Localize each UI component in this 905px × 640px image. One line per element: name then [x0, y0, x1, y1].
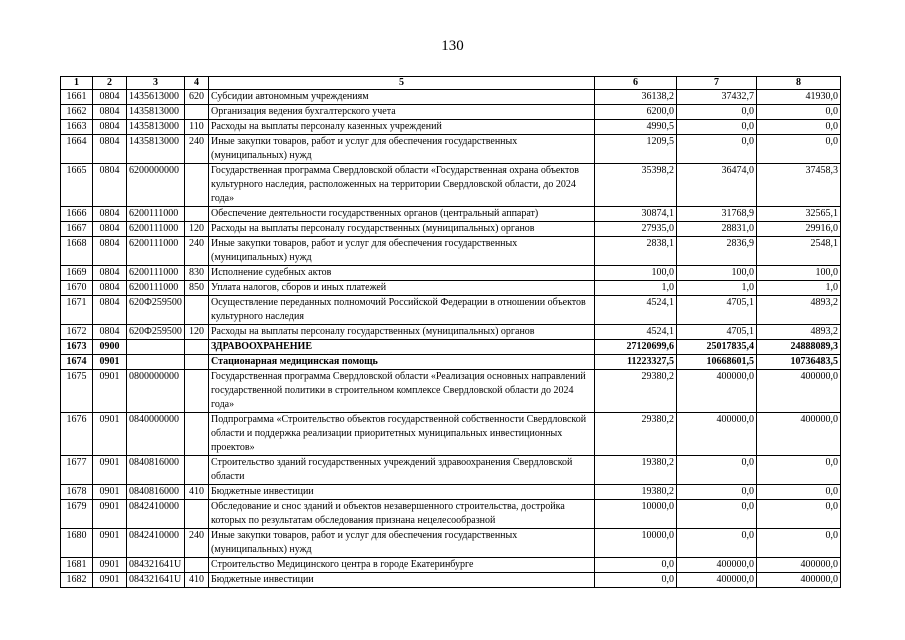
item-name: Иные закупки товаров, работ и услуг для обеспечения государственных (муниципальных) нужд	[209, 135, 595, 164]
table-row	[61, 90, 841, 105]
row-number: 1667	[61, 222, 93, 237]
table-row	[61, 370, 841, 413]
item-name: ЗДРАВООХРАНЕНИЕ	[209, 340, 595, 355]
target-article-code: 6200000000	[127, 164, 185, 207]
amount-year-1: 36138,2	[595, 90, 677, 105]
amount-year-2: 0,0	[677, 456, 757, 485]
amount-year-3: 37458,3	[757, 164, 841, 207]
target-article-code: 620Ф259500	[127, 296, 185, 325]
row-number: 1676	[61, 413, 93, 456]
amount-year-1: 4990,5	[595, 120, 677, 135]
amount-year-1: 19380,2	[595, 485, 677, 500]
table-header-row	[61, 77, 841, 90]
budget-table	[60, 76, 841, 588]
item-name: Уплата налогов, сборов и иных платежей	[209, 281, 595, 296]
table-row	[61, 485, 841, 500]
row-number: 1672	[61, 325, 93, 340]
target-article-code: 1435813000	[127, 120, 185, 135]
table-row	[61, 456, 841, 485]
target-article-code: 6200111000	[127, 222, 185, 237]
expense-type-code: 240	[185, 529, 209, 558]
amount-year-1: 0,0	[595, 558, 677, 573]
target-article-code: 0840816000	[127, 456, 185, 485]
amount-year-3: 41930,0	[757, 90, 841, 105]
header-cell: 5	[209, 77, 595, 90]
target-article-code: 6200111000	[127, 207, 185, 222]
item-name: Организация ведения бухгалтерского учета	[209, 105, 595, 120]
amount-year-1: 29380,2	[595, 413, 677, 456]
row-number: 1663	[61, 120, 93, 135]
section-code: 0804	[93, 237, 127, 266]
amount-year-2: 0,0	[677, 135, 757, 164]
target-article-code: 0842410000	[127, 529, 185, 558]
expense-type-code: 410	[185, 485, 209, 500]
amount-year-1: 6200,0	[595, 105, 677, 120]
row-number: 1671	[61, 296, 93, 325]
row-number: 1664	[61, 135, 93, 164]
table-row	[61, 529, 841, 558]
table-row	[61, 558, 841, 573]
row-number: 1677	[61, 456, 93, 485]
section-code: 0901	[93, 413, 127, 456]
item-name: Государственная программа Свердловской области «Реализация основных направлений государственной политики в строительном комплексе Свердловской области до 2024 года»	[209, 370, 595, 413]
row-number: 1669	[61, 266, 93, 281]
item-name: Строительство зданий государственных учреждений здравоохранения Свердловской области	[209, 456, 595, 485]
row-number: 1679	[61, 500, 93, 529]
amount-year-1: 100,0	[595, 266, 677, 281]
amount-year-2: 0,0	[677, 105, 757, 120]
table-row	[61, 222, 841, 237]
item-name: Расходы на выплаты персоналу казенных учреждений	[209, 120, 595, 135]
amount-year-2: 400000,0	[677, 573, 757, 588]
section-code: 0804	[93, 325, 127, 340]
section-code: 0804	[93, 90, 127, 105]
table-row	[61, 164, 841, 207]
item-name: Стационарная медицинская помощь	[209, 355, 595, 370]
amount-year-2: 400000,0	[677, 413, 757, 456]
row-number: 1673	[61, 340, 93, 355]
row-number: 1675	[61, 370, 93, 413]
item-name: Обследование и снос зданий и объектов незавершенного строительства, достройка которых по результатам обследования признана нецелесообразной	[209, 500, 595, 529]
expense-type-code: 120	[185, 222, 209, 237]
amount-year-2: 4705,1	[677, 296, 757, 325]
expense-type-code	[185, 296, 209, 325]
section-code: 0804	[93, 266, 127, 281]
amount-year-2: 28831,0	[677, 222, 757, 237]
amount-year-3: 4893,2	[757, 296, 841, 325]
amount-year-1: 10000,0	[595, 529, 677, 558]
target-article-code: 6200111000	[127, 281, 185, 296]
target-article-code: 084321641U	[127, 573, 185, 588]
target-article-code: 1435613000	[127, 90, 185, 105]
amount-year-3: 0,0	[757, 105, 841, 120]
amount-year-1: 1209,5	[595, 135, 677, 164]
row-number: 1680	[61, 529, 93, 558]
item-name: Иные закупки товаров, работ и услуг для обеспечения государственных (муниципальных) нужд	[209, 237, 595, 266]
item-name: Осуществление переданных полномочий Российской Федерации в отношении объектов культурного наследия	[209, 296, 595, 325]
amount-year-3: 400000,0	[757, 413, 841, 456]
amount-year-2: 31768,9	[677, 207, 757, 222]
amount-year-3: 32565,1	[757, 207, 841, 222]
amount-year-3: 2548,1	[757, 237, 841, 266]
amount-year-2: 2836,9	[677, 237, 757, 266]
row-number: 1668	[61, 237, 93, 266]
amount-year-3: 0,0	[757, 135, 841, 164]
amount-year-1: 10000,0	[595, 500, 677, 529]
table-row	[61, 281, 841, 296]
amount-year-1: 4524,1	[595, 296, 677, 325]
section-code: 0900	[93, 340, 127, 355]
page-number: 130	[441, 38, 464, 54]
table-row	[61, 573, 841, 588]
table-row	[61, 340, 841, 355]
section-code: 0901	[93, 529, 127, 558]
amount-year-3: 4893,2	[757, 325, 841, 340]
amount-year-3: 24888089,3	[757, 340, 841, 355]
amount-year-2: 25017835,4	[677, 340, 757, 355]
table-row	[61, 325, 841, 340]
amount-year-3: 100,0	[757, 266, 841, 281]
target-article-code: 0840816000	[127, 485, 185, 500]
amount-year-2: 0,0	[677, 500, 757, 529]
item-name: Исполнение судебных актов	[209, 266, 595, 281]
expense-type-code: 830	[185, 266, 209, 281]
section-code: 0901	[93, 573, 127, 588]
amount-year-2: 100,0	[677, 266, 757, 281]
item-name: Бюджетные инвестиции	[209, 485, 595, 500]
item-name: Строительство Медицинского центра в городе Екатеринбурге	[209, 558, 595, 573]
amount-year-2: 36474,0	[677, 164, 757, 207]
amount-year-1: 0,0	[595, 573, 677, 588]
expense-type-code: 850	[185, 281, 209, 296]
target-article-code: 1435813000	[127, 135, 185, 164]
section-code: 0901	[93, 370, 127, 413]
table-row	[61, 296, 841, 325]
amount-year-3: 400000,0	[757, 558, 841, 573]
item-name: Подпрограмма «Строительство объектов государственной собственности Свердловской области и поддержка реализации приоритетных муниципальных инвестиционных проектов»	[209, 413, 595, 456]
section-code: 0804	[93, 120, 127, 135]
amount-year-3: 10736483,5	[757, 355, 841, 370]
row-number: 1678	[61, 485, 93, 500]
target-article-code: 6200111000	[127, 266, 185, 281]
amount-year-2: 4705,1	[677, 325, 757, 340]
amount-year-1: 11223327,5	[595, 355, 677, 370]
section-code: 0804	[93, 164, 127, 207]
section-code: 0804	[93, 135, 127, 164]
table-body	[61, 90, 841, 588]
section-code: 0804	[93, 281, 127, 296]
amount-year-2: 37432,7	[677, 90, 757, 105]
target-article-code: 0842410000	[127, 500, 185, 529]
row-number: 1674	[61, 355, 93, 370]
expense-type-code	[185, 105, 209, 120]
amount-year-1: 27120699,6	[595, 340, 677, 355]
amount-year-3: 0,0	[757, 485, 841, 500]
expense-type-code	[185, 413, 209, 456]
table-row	[61, 500, 841, 529]
header-cell: 3	[127, 77, 185, 90]
header-cell: 2	[93, 77, 127, 90]
row-number: 1682	[61, 573, 93, 588]
target-article-code: 0840000000	[127, 413, 185, 456]
amount-year-3: 0,0	[757, 500, 841, 529]
section-code: 0901	[93, 456, 127, 485]
amount-year-1: 29380,2	[595, 370, 677, 413]
expense-type-code	[185, 207, 209, 222]
row-number: 1661	[61, 90, 93, 105]
amount-year-1: 27935,0	[595, 222, 677, 237]
expense-type-code: 110	[185, 120, 209, 135]
amount-year-2: 1,0	[677, 281, 757, 296]
target-article-code: 620Ф259500	[127, 325, 185, 340]
section-code: 0901	[93, 355, 127, 370]
expense-type-code	[185, 456, 209, 485]
amount-year-1: 1,0	[595, 281, 677, 296]
table-row	[61, 237, 841, 266]
section-code: 0901	[93, 500, 127, 529]
header-cell: 6	[595, 77, 677, 90]
amount-year-3: 1,0	[757, 281, 841, 296]
amount-year-2: 400000,0	[677, 558, 757, 573]
header-cell: 8	[757, 77, 841, 90]
target-article-code	[127, 355, 185, 370]
item-name: Субсидии автономным учреждениям	[209, 90, 595, 105]
target-article-code	[127, 340, 185, 355]
table-row	[61, 413, 841, 456]
expense-type-code	[185, 355, 209, 370]
amount-year-2: 10668601,5	[677, 355, 757, 370]
row-number: 1681	[61, 558, 93, 573]
section-code: 0804	[93, 105, 127, 120]
table-row	[61, 207, 841, 222]
amount-year-3: 29916,0	[757, 222, 841, 237]
header-cell: 7	[677, 77, 757, 90]
expense-type-code: 240	[185, 237, 209, 266]
expense-type-code	[185, 500, 209, 529]
expense-type-code	[185, 558, 209, 573]
row-number: 1666	[61, 207, 93, 222]
item-name: Государственная программа Свердловской области «Государственная охрана объектов культурного наследия, расположенных на территории Свердловской области, до 2024 года»	[209, 164, 595, 207]
expense-type-code	[185, 370, 209, 413]
target-article-code: 1435813000	[127, 105, 185, 120]
item-name: Расходы на выплаты персоналу государственных (муниципальных) органов	[209, 325, 595, 340]
table-row	[61, 105, 841, 120]
amount-year-2: 400000,0	[677, 370, 757, 413]
section-code: 0901	[93, 558, 127, 573]
amount-year-3: 0,0	[757, 529, 841, 558]
amount-year-1: 19380,2	[595, 456, 677, 485]
table-row	[61, 266, 841, 281]
item-name: Бюджетные инвестиции	[209, 573, 595, 588]
row-number: 1662	[61, 105, 93, 120]
section-code: 0804	[93, 222, 127, 237]
item-name: Иные закупки товаров, работ и услуг для обеспечения государственных (муниципальных) нужд	[209, 529, 595, 558]
amount-year-2: 0,0	[677, 120, 757, 135]
section-code: 0804	[93, 207, 127, 222]
header-cell: 1	[61, 77, 93, 90]
amount-year-3: 400000,0	[757, 573, 841, 588]
expense-type-code	[185, 340, 209, 355]
target-article-code: 0800000000	[127, 370, 185, 413]
section-code: 0804	[93, 296, 127, 325]
item-name: Обеспечение деятельности государственных органов (центральный аппарат)	[209, 207, 595, 222]
table-row	[61, 120, 841, 135]
table-row	[61, 135, 841, 164]
row-number: 1670	[61, 281, 93, 296]
amount-year-3: 400000,0	[757, 370, 841, 413]
header-cell: 4	[185, 77, 209, 90]
table-row	[61, 355, 841, 370]
amount-year-3: 0,0	[757, 456, 841, 485]
amount-year-1: 30874,1	[595, 207, 677, 222]
amount-year-1: 4524,1	[595, 325, 677, 340]
target-article-code: 6200111000	[127, 237, 185, 266]
expense-type-code: 410	[185, 573, 209, 588]
item-name: Расходы на выплаты персоналу государственных (муниципальных) органов	[209, 222, 595, 237]
amount-year-2: 0,0	[677, 485, 757, 500]
expense-type-code	[185, 164, 209, 207]
amount-year-3: 0,0	[757, 120, 841, 135]
amount-year-1: 35398,2	[595, 164, 677, 207]
expense-type-code: 620	[185, 90, 209, 105]
expense-type-code: 240	[185, 135, 209, 164]
expense-type-code: 120	[185, 325, 209, 340]
section-code: 0901	[93, 485, 127, 500]
amount-year-1: 2838,1	[595, 237, 677, 266]
row-number: 1665	[61, 164, 93, 207]
target-article-code: 084321641U	[127, 558, 185, 573]
amount-year-2: 0,0	[677, 529, 757, 558]
